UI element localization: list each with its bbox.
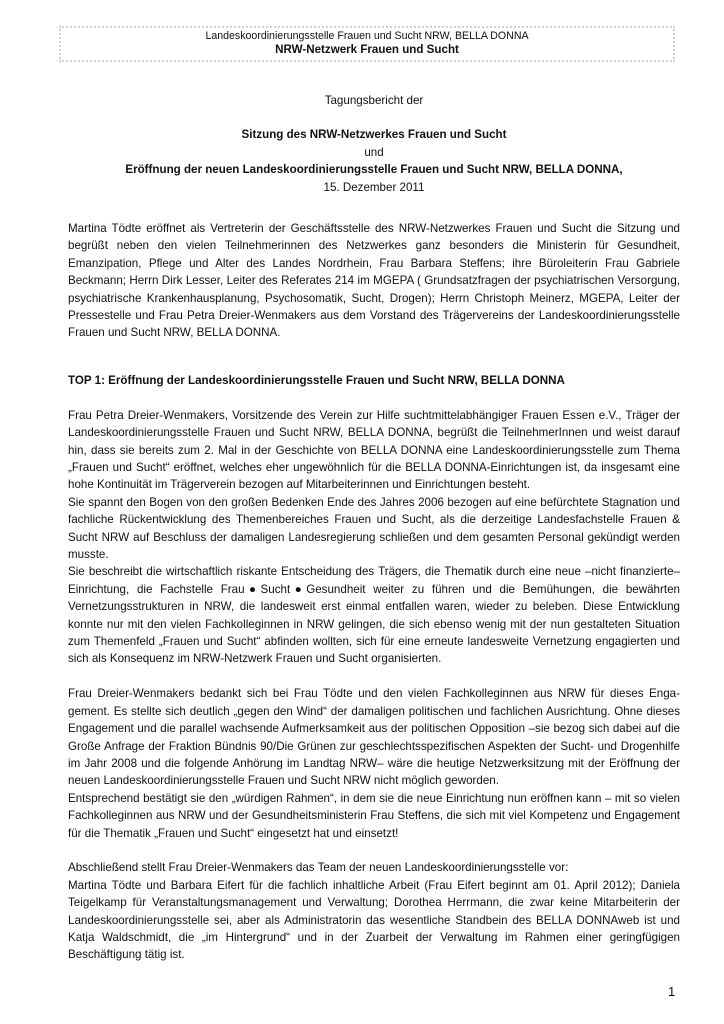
page-header <box>59 26 675 62</box>
title-date: 15. Dezember 2011 <box>323 180 425 194</box>
paragraph-5: Entsprechend bestätigt sie den „würdigen Rahmen“, in dem sie die neue Einrichtung nun eröffnen kann – mit so vielen Fachkolleginnen aus NRW und der Gesundheitsministerin Frau Steffens, die sich mit viel Kompetenz und Engagement für die Thematik „Frauen und Sucht“ eingesetzt hat und einsetzt! <box>68 791 680 840</box>
paragraph-2: Sie spannt den Bogen von den großen Bedenken Ende des Jahres 2006 bezogen auf eine befürchtete Stagnation und fachliche Rückentwicklung des Themenbereiches Frauen und Sucht, als die derzeitige Landesfachstelle Frauen & Sucht NRW auf Beschluss der damaligen Landesregierung schließen und dem gesamten Personal gekündigt werden musste. <box>68 495 680 562</box>
top1-section <box>68 372 680 964</box>
paragraph-6: Abschließend stellt Frau Dreier-Wenmakers das Team der neuen Landeskoordinierungsstelle vor: <box>68 861 569 875</box>
report-type: Tagungsbericht der <box>324 94 424 107</box>
page-number: 1 <box>668 984 676 999</box>
header-line-organisation: Landeskoordinierungsstelle Frauen und Sucht NRW, BELLA DONNA <box>205 30 529 42</box>
title-connector: und <box>364 145 384 159</box>
top1-heading: TOP 1: Eröffnung der Landeskoordinierungsstelle Frauen und Sucht NRW, BELLA DONNA <box>68 374 565 387</box>
intro-paragraph: Martina Tödte eröffnet als Vertreterin der Geschäftsstelle des NRW-Netzwerkes Frauen und Sucht die Sitzung und begrüßt neben den vielen Teilnehmerinnen des Netzwerkes ganz besonders die Ministerin für Gesundheit, Emanzipation, Pflege und Alter des Landes Nordrhein, Frau Barbara Steffens; ihre Büroleiterin Frau Gabriele Beckmann; Herrn Dirk Lesser, Leiter des Referates 214 im MGEPA ( Grundsatzfragen der psychiatrischen Versorgung, psychiatrische Krankenhausplanung, Psychosomatik, Sucht, Drogen); Herrn Christoph Meinerz, MGEPA, Leiter der Pressestelle und Frau Petra Dreier-Wenmakers aus dem Vorstand des Trägervereins der Landeskoordinierungsstelle Frauen und Sucht NRW, BELLA DONNA. <box>68 222 680 340</box>
title-line-2: Eröffnung der neuen Landeskoordinierungsstelle Frauen und Sucht NRW, BELLA DONNA, <box>125 163 623 177</box>
paragraph-4: Frau Dreier-Wenmakers bedankt sich bei Frau Tödte und den vielen Fachkolleginnen aus NRW für dieses Engagement. Es stellte sich deutlich „gegen den Wind“ der damaligen politischen und fachlichen Ausrichtung. Ohne dieses Engagement und die parallel wachsende Aufmerksamkeit aus der politischen Opposition –sie bezog sich dabei auf die Große Anfrage der Fraktion Bündnis 90/Die Grünen zur geschlechtsspezifischen Aspekten der Sucht- und Drogenhilfe im Jahr 2008 und die folgende Anhörung im Landtag NRW– wäre die heutige Netzwerksitzung mit der Eröffnung der neuen Landeskoordinierungsstelle Frauen und Sucht NRW nicht möglich geworden. <box>68 687 680 788</box>
paragraph-3: Sie beschreibt die wirtschaftlich riskante Entscheidung des Trägers, die Thematik durch eine neue –nicht finanzierte– Einrichtung, die Fachstelle Frau●Sucht●Gesundheit weiter zu führen und die Bemühungen, die bewährten Vernetzungsstrukturen in NRW, die landesweit erst einmal entfallen waren, wieder zu beleben. Diese Entwicklung konnte nur mit den vielen Fachkolleginnen in NRW gelingen, die sich ebenso wenig mit der nun gestalteten Situation zum Themenfeld „Frauen und Sucht“ abfinden wollten, sich für eine erneute landesweite Vernetzung engagierten und sich als Konsequenz im NRW-Netzwerk Frauen und Sucht organisierten. <box>68 565 680 666</box>
intro-section <box>68 220 680 342</box>
title-block <box>68 92 680 196</box>
title-line-1: Sitzung des NRW-Netzwerkes Frauen und Sucht <box>241 128 507 142</box>
paragraph-1: Frau Petra Dreier-Wenmakers, Vorsitzende des Verein zur Hilfe suchtmittelabhängiger Frauen Essen e.V., Träger der Landeskoordinierungsstelle Frauen und Sucht NRW, BELLA DONNA, begrüßt die TeilnehmerInnen und weist darauf hin, dass sie bereits zum 2. Mal in der Geschichte von BELLA DONNA eine Landeskoordinierungsstelle zum Thema „Frauen und Sucht“ eröffnet, welches eher ungewöhnlich für die BELLA DONNA-Einrichtungen ist, da insgesamt eine hohe Kontinuität im Trägerverein bezogen auf Mitarbeiterinnen und Einrichtungen besteht. <box>68 408 680 492</box>
header-line-network: NRW-Netzwerk Frauen und Sucht <box>275 43 459 56</box>
paragraph-7: Martina Tödte und Barbara Eifert für die fachlich inhaltliche Arbeit (Frau Eifert beginnt am 01. April 2012); Daniela Teigelkamp für Veranstaltungsmanagement und Verwaltung; Dorothea Herrmann, die zwar keine Mitarbeiterin der Landeskoordinierungsstelle sei, aber als Administratorin das wesentliche Standbein des BELLA DONNAweb ist und Katja Waldschmidt, die „im Hintergrund“ und in der Zuarbeit der Verwaltung im Rahmen einer geringfügigen Beschäftigung tätig ist. <box>68 878 680 962</box>
